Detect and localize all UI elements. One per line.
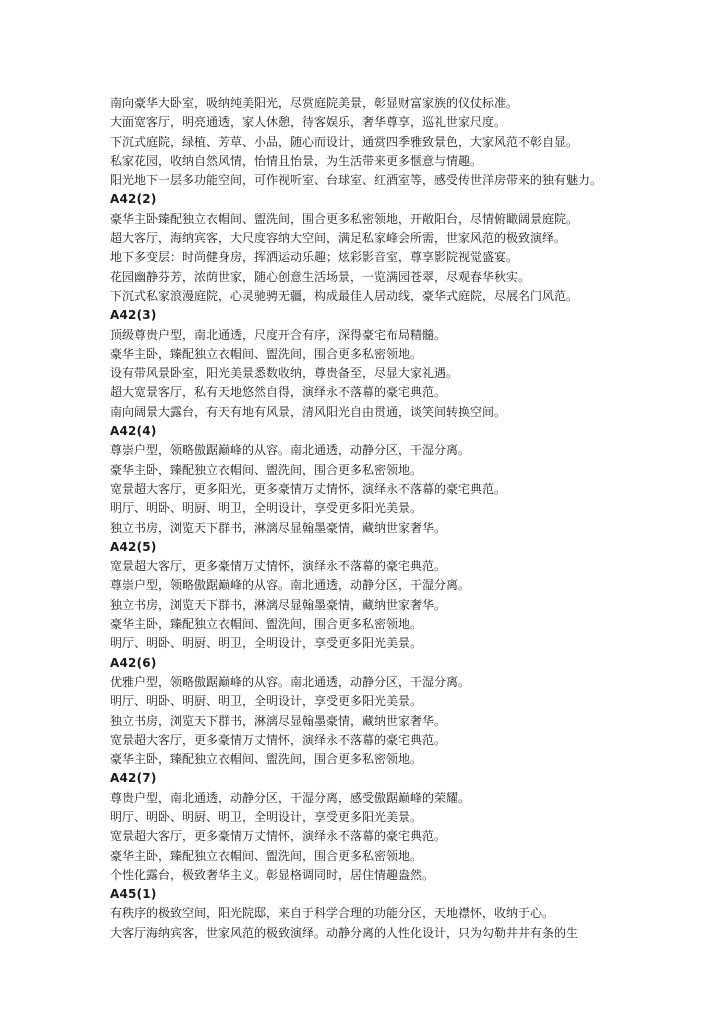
paragraph-line: 明厅、明卧、明厨、明卫，全明设计，享受更多阳光美景。 (110, 636, 423, 651)
paragraph-line: 南向豪华大卧室，吸纳纯美阳光，尽赏庭院美景，彰显财富家族的仪仗标准。 (110, 96, 519, 110)
paragraph-line: 南向阔景大露台，有天有地有风景，清风阳光自由贯通，谈笑间转换空间。 (110, 404, 507, 419)
section-heading: A42(3) (110, 308, 157, 323)
paragraph-line: 下沉式庭院，绿植、芳草、小品，随心而设计，通赏四季雅致景色，大家风范不彰自显。 (110, 134, 579, 149)
paragraph-line: 大客厅海纳宾客，世家风范的极致演绎。动静分离的人性化设计，只为勾勒井井有条的生 (110, 925, 579, 940)
paragraph-line: 宽景超大客厅，更多豪情万丈情怀，演绎永不落幕的豪宅典范。 (110, 732, 447, 747)
paragraph-line: 独立书房，浏览天下群书，淋漓尽显翰墨豪情，藏纳世家奢华。 (110, 713, 447, 728)
paragraph-line: 个性化露台，极致奢华主义。彰显格调同时，居住情趣盎然。 (110, 867, 435, 882)
section-heading: A42(5) (110, 539, 157, 554)
paragraph-line: 豪华主卧臻配独立衣帽间、盥洗间，围合更多私密领地，开敞阳台，尽情俯瞰阔景庭院。 (110, 211, 579, 226)
paragraph-line: 豪华主卧，臻配独立衣帽间、盥洗间，围合更多私密领地。 (110, 462, 423, 477)
paragraph-line: 豪华主卧，臻配独立衣帽间、盥洗间，围合更多私密领地。 (110, 752, 423, 767)
paragraph-line: 宽景超大客厅，更多豪情万丈情怀，演绎永不落幕的豪宅典范。 (110, 829, 447, 844)
paragraph-line: 明厅、明卧、明厨、明卫，全明设计，享受更多阳光美景。 (110, 809, 423, 824)
paragraph-line: 大面宽客厅，明亮通透，家人休憩，待客娱乐，奢华尊享，巡礼世家尺度。 (110, 115, 507, 130)
document-body (110, 94, 610, 943)
paragraph-line: 超大宽景客厅，私有天地悠然自得，演绎永不落幕的豪宅典范。 (110, 385, 447, 400)
paragraph-line: 阳光地下一层多功能空间，可作视听室、台球室、红酒室等，感受传世洋房带来的独有魅力。 (110, 173, 603, 188)
paragraph-line: 优雅户型，领略傲踞巅峰的从容。南北通透，动静分区，干湿分离。 (110, 674, 471, 689)
paragraph-line: 独立书房，浏览天下群书，淋漓尽显翰墨豪情，藏纳世家奢华。 (110, 597, 447, 612)
paragraph-line: 尊崇户型，领略傲踞巅峰的从容。南北通透，动静分区，干湿分离。 (110, 443, 471, 458)
paragraph-line: 地下多变层：时尚健身房，挥洒运动乐趣；炫彩影音室，尊享影院视觉盛宴。 (110, 250, 519, 265)
paragraph-line: 明厅、明卧、明厨、明卫，全明设计，享受更多阳光美景。 (110, 501, 423, 516)
paragraph-line: 超大客厅，海纳宾客，大尺度容纳大空间，满足私家峰会所需，世家风范的极致演绎。 (110, 231, 567, 246)
paragraph-line: 私家花园，收纳自然风情，怡情且怡景，为生活带来更多惬意与情趣。 (110, 153, 483, 168)
section-heading: A42(7) (110, 771, 157, 786)
section-heading: A42(2) (110, 192, 157, 207)
paragraph-line: 豪华主卧，臻配独立衣帽间、盥洗间，围合更多私密领地。 (110, 346, 423, 361)
section-heading: A45(1) (110, 887, 157, 902)
paragraph-line: 花园幽静芬芳，浓荫世家，随心创意生活场景，一览满园苍翠，尽观春华秋实。 (110, 269, 531, 284)
section-heading: A42(6) (110, 655, 157, 670)
paragraph-line: 豪华主卧，臻配独立衣帽间、盥洗间，围合更多私密领地。 (110, 848, 423, 863)
paragraph-line: 豪华主卧，臻配独立衣帽间、盥洗间，围合更多私密领地。 (110, 617, 423, 632)
paragraph-line: 独立书房，浏览天下群书，淋漓尽显翰墨豪情，藏纳世家奢华。 (110, 520, 447, 535)
paragraph-line: 明厅、明卧、明厨、明卫，全明设计，享受更多阳光美景。 (110, 694, 423, 709)
paragraph-line: 尊贵户型，南北通透，动静分区，干湿分离，感受傲踞巅峰的荣耀。 (110, 790, 471, 805)
section-heading: A42(4) (110, 424, 157, 439)
paragraph-line: 顶级尊贵户型，南北通透，尺度开合有序，深得豪宅布局精髓。 (110, 327, 447, 342)
paragraph-line: 尊崇户型，领略傲踞巅峰的从容。南北通透，动静分区，干湿分离。 (110, 578, 471, 593)
paragraph-line: 设有带风景卧室，阳光美景悉数收纳，尊贵备至，尽显大家礼遇。 (110, 366, 459, 381)
paragraph-line: 下沉式私家浪漫庭院，心灵驰骋无疆，构成最佳人居动线，豪华式庭院，尽展名门风范。 (110, 288, 579, 303)
paragraph-line: 宽景超大客厅，更多阳光，更多豪情万丈情怀，演绎永不落幕的豪宅典范。 (110, 481, 507, 496)
paragraph-line: 宽景超大客厅，更多豪情万丈情怀，演绎永不落幕的豪宅典范。 (110, 559, 447, 574)
paragraph-line: 有秩序的极致空间，阳光院邸，来自于科学合理的功能分区，天地襟怀，收纳于心。 (110, 906, 555, 921)
